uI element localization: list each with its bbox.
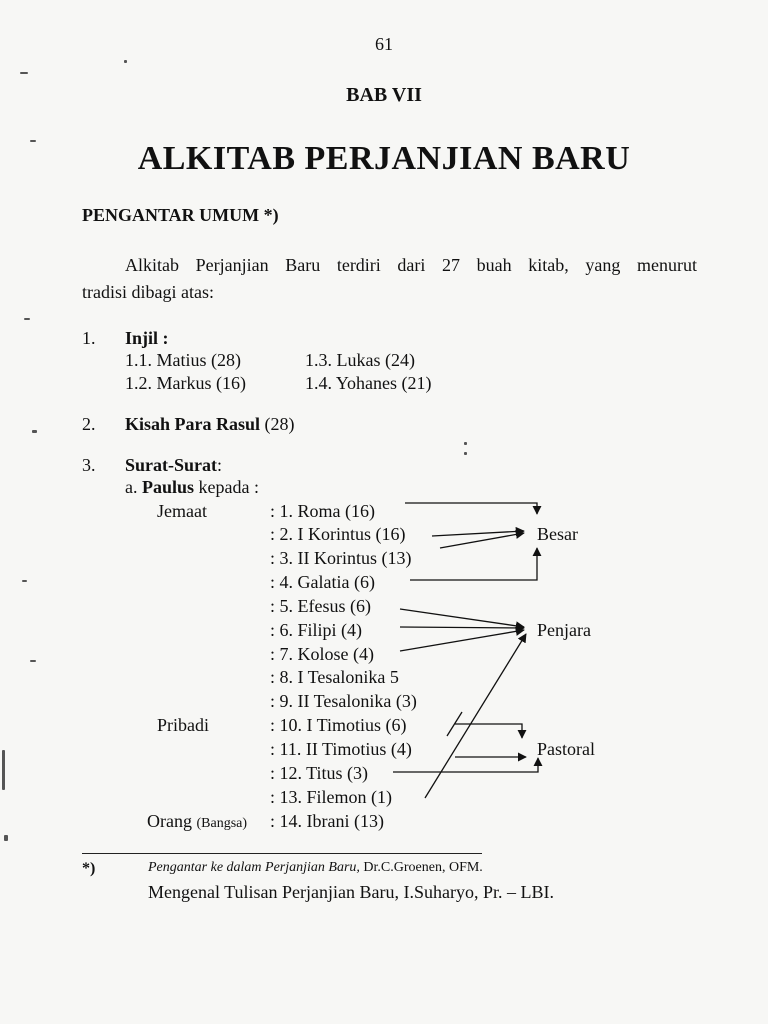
arrow-1timotius-pastoral (455, 724, 522, 738)
arrow-titus-pastoral (393, 758, 538, 772)
letter-item: : 13. Filemon (1) (270, 787, 392, 807)
scan-speck (464, 442, 467, 445)
letter-item: : 4. Galatia (6) (270, 572, 375, 592)
scan-speck (2, 750, 5, 790)
label-orang: Orang (Bangsa) (147, 811, 248, 831)
arrow-kolose-penjara (400, 630, 524, 651)
group-title-kisah: Kisah Para Rasul (28) (125, 414, 295, 434)
arrow-filemon-penjara (425, 634, 526, 798)
letter-item: : 9. II Tesalonika (3) (270, 691, 417, 711)
gospel-item: 1.4. Yohanes (21) (305, 373, 432, 393)
footnote-line-2: Mengenal Tulisan Perjanjian Baru, I.Suharyo, Pr. – LBI. (148, 882, 554, 902)
page-title: ALKITAB PERJANJIAN BARU (137, 140, 631, 177)
letter-item: : 2. I Korintus (16) (270, 524, 406, 544)
letter-item: : 5. Efesus (6) (270, 596, 371, 616)
scan-speck (4, 835, 8, 841)
gospel-item: 1.1. Matius (28) (125, 350, 241, 370)
letter-item: : 14. Ibrani (13) (270, 811, 384, 831)
arrow-galatia-besar (410, 548, 537, 580)
scan-speck (464, 452, 467, 455)
paulus-heading: a. Paulus kepada : (125, 477, 259, 497)
footnote-mark: *) (82, 860, 96, 877)
section-heading: PENGANTAR UMUM *) (82, 205, 279, 225)
gospel-item: 1.2. Markus (16) (125, 373, 246, 393)
arrow-efesus-penjara (400, 609, 524, 627)
scan-speck (124, 60, 127, 63)
letter-item: : 10. I Timotius (6) (270, 715, 407, 735)
gospel-item: 1.3. Lukas (24) (305, 350, 415, 370)
intro-line-1: Alkitab Perjanjian Baru terdiri dari 27 buah kitab, yang menurut (125, 255, 697, 275)
letter-item: : 1. Roma (16) (270, 501, 375, 521)
letter-item: : 7. Kolose (4) (270, 644, 374, 664)
scan-speck (24, 318, 30, 320)
group-number-1: 1. (82, 328, 96, 348)
intro-line-2: tradisi dibagi atas: (82, 282, 214, 302)
letter-item: : 12. Titus (3) (270, 763, 369, 783)
scan-speck (22, 580, 27, 582)
letter-item: : 3. II Korintus (13) (270, 548, 412, 568)
chapter-heading: BAB VII (346, 84, 422, 106)
category-penjara: Penjara (537, 620, 591, 640)
letter-item: : 11. II Timotius (4) (270, 739, 412, 759)
arrow-filipi-penjara (400, 627, 524, 628)
arrow-roma-besar (405, 503, 537, 514)
footnote-rule (82, 853, 482, 854)
group-title-injil: Injil : (125, 328, 169, 348)
letter-item: : 8. I Tesalonika 5 (270, 667, 399, 687)
scan-speck (32, 430, 37, 433)
group-title-surat: Surat-Surat: (125, 455, 223, 475)
page-number: 61 (375, 34, 393, 54)
scan-speck (20, 72, 28, 74)
group-number-3: 3. (82, 455, 96, 475)
category-pastoral: Pastoral (537, 739, 595, 759)
group-number-2: 2. (82, 414, 96, 434)
label-pribadi: Pribadi (157, 715, 209, 735)
label-jemaat: Jemaat (157, 501, 207, 521)
letter-item: : 6. Filipi (4) (270, 620, 363, 640)
scan-speck (30, 660, 36, 662)
footnote-line-1: Pengantar ke dalam Perjanjian Baru, Dr.C.Groenen, OFM. (148, 860, 483, 875)
category-besar: Besar (537, 524, 578, 544)
scan-speck (30, 140, 36, 142)
